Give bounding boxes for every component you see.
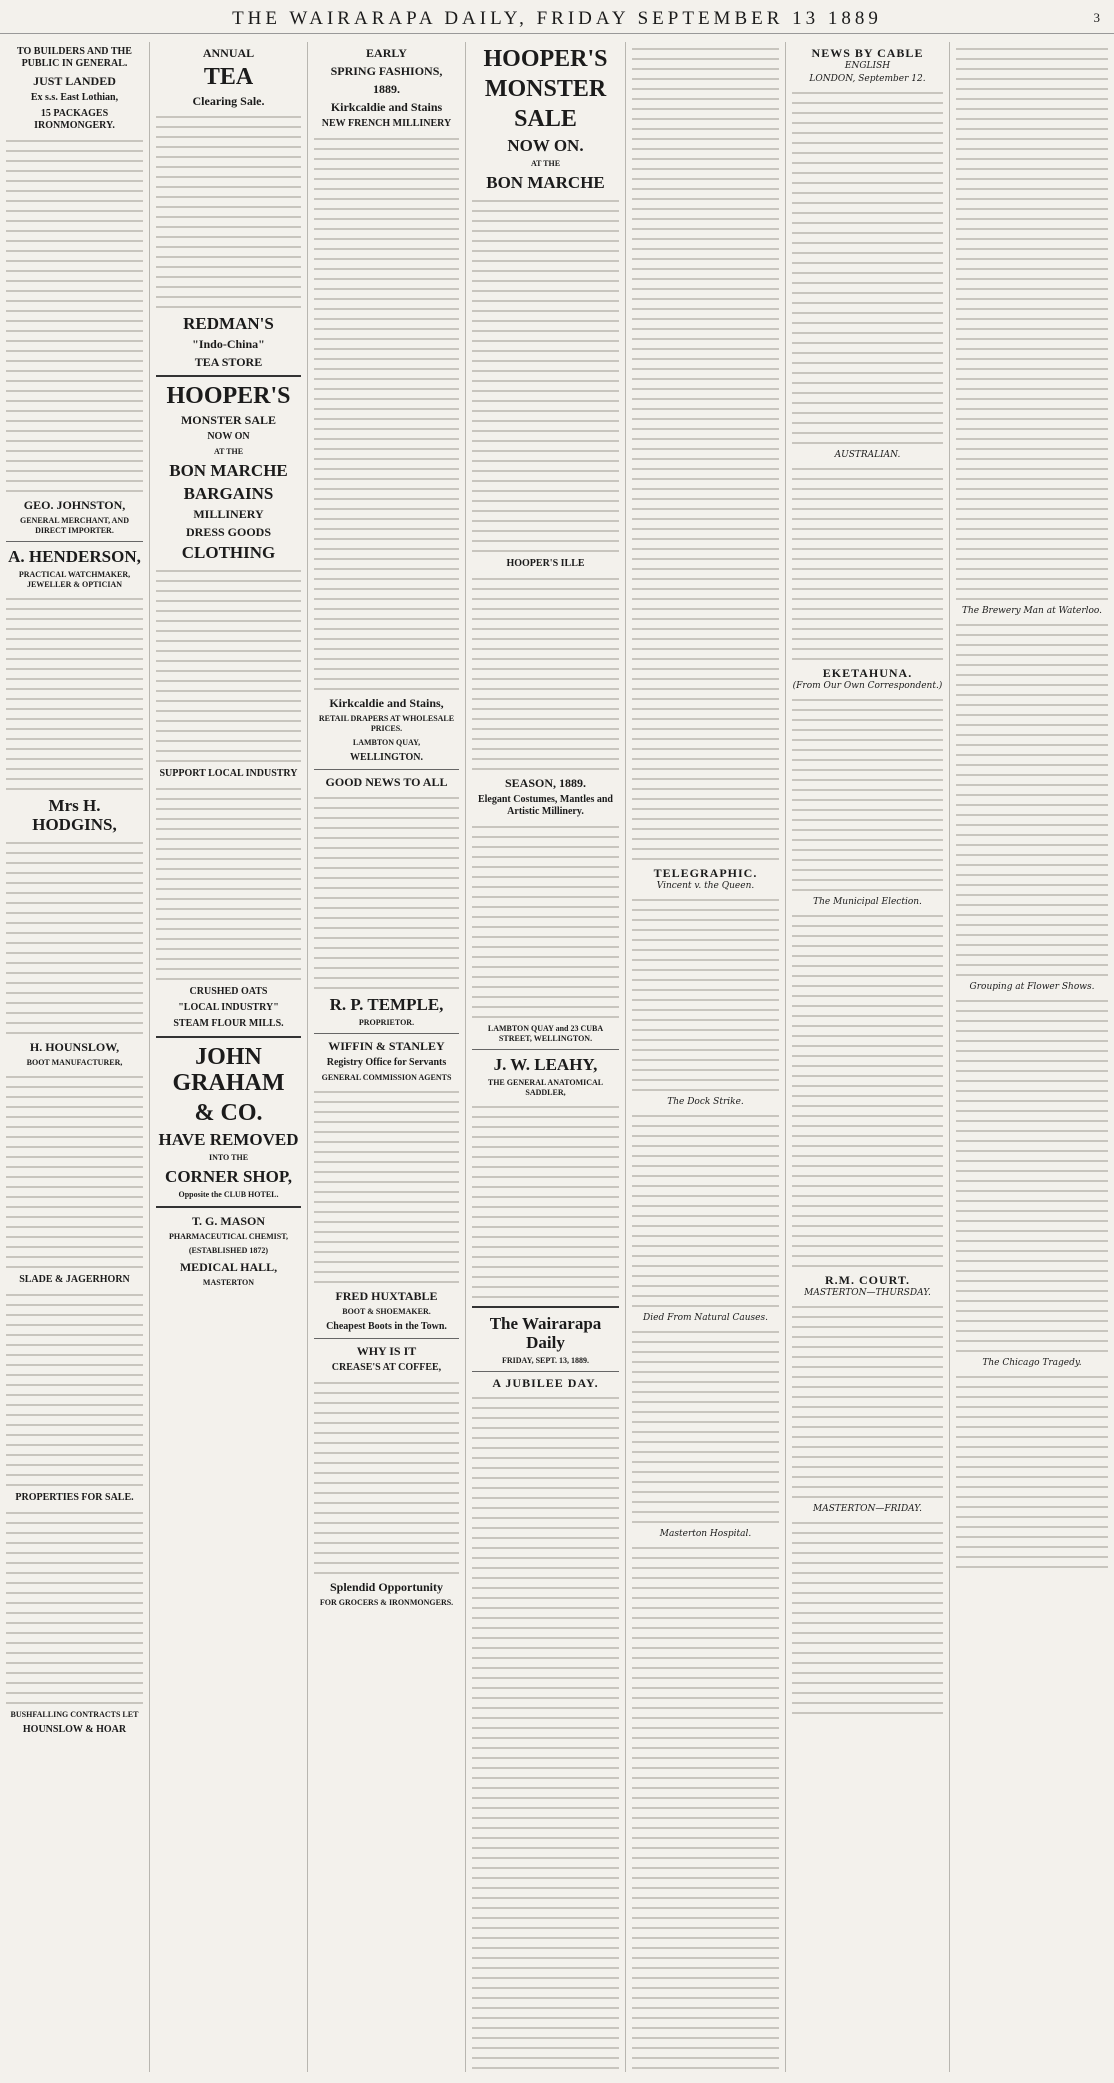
- bargains: BARGAINS: [183, 484, 274, 503]
- splendid-opportunity: Splendid Opportunity: [329, 1580, 444, 1594]
- creases-coffee: CREASE'S AT COFFEE,: [331, 1362, 442, 1373]
- article-text: [632, 1109, 779, 1309]
- now-on: NOW ON: [207, 431, 250, 442]
- column-7: [950, 42, 1114, 2072]
- london-dateline: LONDON, September 12.: [809, 74, 926, 84]
- elegant-costumes: Elegant Costumes, Mantles and Artistic Millinery.: [477, 794, 613, 817]
- masthead: [0, 0, 1114, 34]
- article-text: [792, 86, 943, 446]
- leahy-name: J. W. LEAHY,: [493, 1055, 598, 1074]
- article-text: [632, 42, 779, 862]
- at-the: AT THE: [213, 447, 244, 456]
- rm-court-heading: R.M. COURT.: [824, 1273, 910, 1287]
- column-2: [150, 42, 308, 2072]
- grouping-heading: Grouping at Flower Shows.: [969, 982, 1095, 992]
- article-text: [956, 994, 1108, 1354]
- bon-marche-heading: BON MARCHE: [486, 173, 605, 192]
- commission-agents: GENERAL COMMISSION AGENTS: [321, 1073, 452, 1082]
- news-cable-heading: NEWS BY CABLE: [811, 46, 924, 60]
- article-text: [792, 693, 943, 893]
- now-on-heading: NOW ON.: [507, 136, 584, 155]
- into-the: INTO THE: [208, 1153, 249, 1162]
- ad-text-block: [156, 782, 301, 982]
- hospital-heading: Masterton Hospital.: [659, 1529, 752, 1539]
- page-number: 3: [1093, 10, 1100, 25]
- ad-text-block: [6, 134, 143, 494]
- article-text: [792, 462, 943, 662]
- jubilee-heading: A JUBILEE DAY.: [492, 1376, 599, 1390]
- divider: [314, 769, 459, 770]
- masthead-title: THE WAIRARAPA DAILY, FRIDAY SEPTEMBER 13 1889: [232, 8, 882, 29]
- temple-name: R. P. TEMPLE,: [329, 995, 444, 1014]
- dock-strike-heading: The Dock Strike.: [667, 1097, 744, 1107]
- ad-text-block: [314, 132, 459, 692]
- hoopers-title: HOOPER'S: [166, 383, 291, 409]
- bon-marche: BON MARCHE: [169, 461, 288, 480]
- flour-mills: STEAM FLOUR MILLS.: [173, 1018, 284, 1029]
- mason-name: T. G. MASON: [191, 1214, 266, 1228]
- early-label: EARLY: [366, 46, 407, 60]
- corner-shop: CORNER SHOP,: [165, 1167, 292, 1186]
- ad-text-block: [472, 572, 619, 772]
- paper-title: The Wairarapa Daily: [489, 1314, 602, 1352]
- crushed-oats: CRUSHED OATS: [189, 986, 268, 997]
- ad-text-block: [156, 110, 301, 310]
- chicago-heading: The Chicago Tragedy.: [982, 1358, 1082, 1368]
- ad-text-block: [6, 1288, 143, 1488]
- leahy-sub: THE GENERAL ANATOMICAL SADDLER,: [487, 1078, 604, 1097]
- telegraphic-heading: TELEGRAPHIC.: [653, 866, 758, 880]
- millinery: MILLINERY: [193, 507, 264, 521]
- article-text: [632, 1541, 779, 2072]
- ad-text-block: [314, 1376, 459, 1576]
- ad-text-block: [314, 791, 459, 991]
- hoopers-heading: HOOPER'S: [483, 46, 608, 72]
- article-text: [472, 1391, 619, 2072]
- johnston-sub: GENERAL MERCHANT, AND DIRECT IMPORTER.: [20, 516, 129, 535]
- lambton-cuba: LAMBTON QUAY and 23 CUBA STREET, WELLINGTON.: [487, 1024, 604, 1043]
- registry-office: Registry Office for Servants: [326, 1057, 447, 1068]
- temple-proprietor: PROPRIETOR.: [358, 1018, 415, 1027]
- ad-text-block: [472, 194, 619, 554]
- have-removed: HAVE REMOVED: [158, 1130, 299, 1149]
- ad-text-block: [6, 1070, 143, 1270]
- hounslow-sub: BOOT MANUFACTURER,: [26, 1058, 123, 1067]
- opposite-club: Opposite the CLUB HOTEL.: [178, 1190, 279, 1199]
- divider: [472, 1306, 619, 1308]
- tea-store: TEA STORE: [194, 355, 263, 369]
- sale-heading: SALE: [514, 106, 577, 132]
- ad-text-block: [472, 820, 619, 1020]
- ad-text-block: [472, 1100, 619, 1300]
- australian-heading: AUSTRALIAN.: [834, 450, 901, 460]
- builders-heading: TO BUILDERS AND THE PUBLIC IN GENERAL.: [17, 46, 132, 69]
- eketahuna-heading: EKETAHUNA.: [822, 666, 913, 680]
- municipal-heading: The Municipal Election.: [813, 897, 922, 907]
- mason-town: MASTERTON: [202, 1278, 255, 1287]
- masterton-friday: MASTERTON—FRIDAY.: [813, 1504, 922, 1514]
- annual-label: ANNUAL: [202, 46, 255, 60]
- article-text: [632, 893, 779, 1093]
- packages-heading: 15 PACKAGES IRONMONGERY.: [34, 108, 115, 131]
- johnston-name: GEO. JOHNSTON,: [23, 498, 126, 512]
- hoopers-ille: HOOPER'S ILLE: [506, 558, 585, 569]
- rm-court-date: MASTERTON—THURSDAY.: [804, 1288, 931, 1298]
- huxtable-sub: BOOT & SHOEMAKER.: [342, 1307, 431, 1316]
- divider: [314, 1338, 459, 1339]
- column-5: [626, 42, 786, 2072]
- kirkcaldie-name-2: Kirkcaldie and Stains,: [329, 696, 444, 710]
- paper-date: FRIDAY, SEPT. 13, 1889.: [501, 1356, 590, 1365]
- died-heading: Died From Natural Causes.: [643, 1313, 768, 1323]
- good-news: GOOD NEWS TO ALL: [325, 775, 448, 789]
- just-landed: JUST LANDED: [33, 74, 116, 88]
- bushfalling-heading: BUSHFALLING CONTRACTS LET: [10, 1710, 139, 1719]
- ad-text-block: [6, 1506, 143, 1706]
- cheapest-boots: Cheapest Boots in the Town.: [326, 1321, 447, 1332]
- clearing-sale: Clearing Sale.: [192, 94, 265, 108]
- huxtable-name: FRED HUXTABLE: [335, 1289, 438, 1303]
- properties-heading: PROPERTIES FOR SALE.: [15, 1492, 134, 1503]
- at-the-label: AT THE: [530, 159, 561, 168]
- english-heading: ENGLISH: [844, 61, 891, 71]
- season-heading: SEASON, 1889.: [504, 776, 587, 790]
- spring-fashions: SPRING FASHIONS,: [330, 64, 443, 78]
- grocers-line: FOR GROCERS & IRONMONGERS.: [319, 1598, 454, 1607]
- mason-est: (ESTABLISHED 1872): [188, 1246, 269, 1255]
- ad-text-block: [6, 592, 143, 792]
- fashion-year: 1889.: [373, 82, 400, 96]
- eketahuna-correspondent: (From Our Own Correspondent.): [792, 681, 943, 691]
- divider: [156, 375, 301, 377]
- kirkcaldie-name: Kirkcaldie and Stains: [330, 100, 443, 114]
- divider: [6, 541, 143, 542]
- support-local: SUPPORT LOCAL INDUSTRY: [159, 768, 298, 779]
- article-text: [632, 1325, 779, 1525]
- divider: [472, 1049, 619, 1050]
- article-text: [792, 1300, 943, 1500]
- ad-text-block: [314, 1085, 459, 1285]
- lambton-quay: LAMBTON QUAY,: [352, 738, 421, 747]
- mason-chemist: PHARMACEUTICAL CHEMIST,: [169, 1232, 288, 1241]
- divider: [156, 1036, 301, 1038]
- clothing: CLOTHING: [181, 543, 276, 562]
- john-graham: JOHN GRAHAM: [172, 1044, 285, 1096]
- ad-text-block: [6, 836, 143, 1036]
- article-text: [956, 42, 1108, 602]
- indo-china: "Indo-China": [192, 337, 265, 351]
- article-text: [792, 909, 943, 1269]
- graham-co: & CO.: [194, 1100, 263, 1126]
- brewery-heading: The Brewery Man at Waterloo.: [961, 606, 1103, 616]
- why-is-it: WHY IS IT: [356, 1344, 417, 1358]
- henderson-sub: PRACTICAL WATCHMAKER, JEWELLER & OPTICIAN: [18, 570, 131, 589]
- dress-goods: DRESS GOODS: [185, 525, 272, 539]
- column-3: [308, 42, 466, 2072]
- article-text: [956, 618, 1108, 978]
- local-industry: "LOCAL INDUSTRY": [178, 1002, 279, 1013]
- ship-name: Ex s.s. East Lothian,: [30, 92, 119, 103]
- monster-sale: MONSTER SALE: [180, 413, 277, 427]
- vincent-heading: Vincent v. the Queen.: [656, 881, 755, 891]
- column-6: [786, 42, 950, 2072]
- monster-heading: MONSTER: [484, 76, 607, 102]
- column-4: [466, 42, 626, 2072]
- divider: [314, 1033, 459, 1034]
- article-text: [956, 1370, 1108, 1570]
- column-1: [0, 42, 150, 2072]
- slade-name: SLADE & JAGERHORN: [19, 1274, 130, 1285]
- divider: [156, 1206, 301, 1208]
- french-millinery: NEW FRENCH MILLINERY: [321, 118, 452, 129]
- tea-label: TEA: [203, 64, 254, 90]
- hounslow-name: H. HOUNSLOW,: [29, 1040, 120, 1054]
- henderson-name: A. HENDERSON,: [8, 547, 141, 566]
- hodgins-name: Mrs H. HODGINS,: [32, 796, 117, 834]
- medical-hall: MEDICAL HALL,: [179, 1260, 278, 1274]
- wellington: WELLINGTON.: [350, 752, 423, 763]
- article-text: [792, 1516, 943, 1716]
- retail-drapers: RETAIL DRAPERS AT WHOLESALE PRICES.: [318, 714, 455, 733]
- divider: [472, 1371, 619, 1372]
- wiffin-stanley: WIFFIN & STANLEY: [328, 1039, 445, 1053]
- ad-text-block: [156, 564, 301, 764]
- redman-name: REDMAN'S: [183, 314, 274, 333]
- hounslow-hoar: HOUNSLOW & HOAR: [22, 1724, 127, 1735]
